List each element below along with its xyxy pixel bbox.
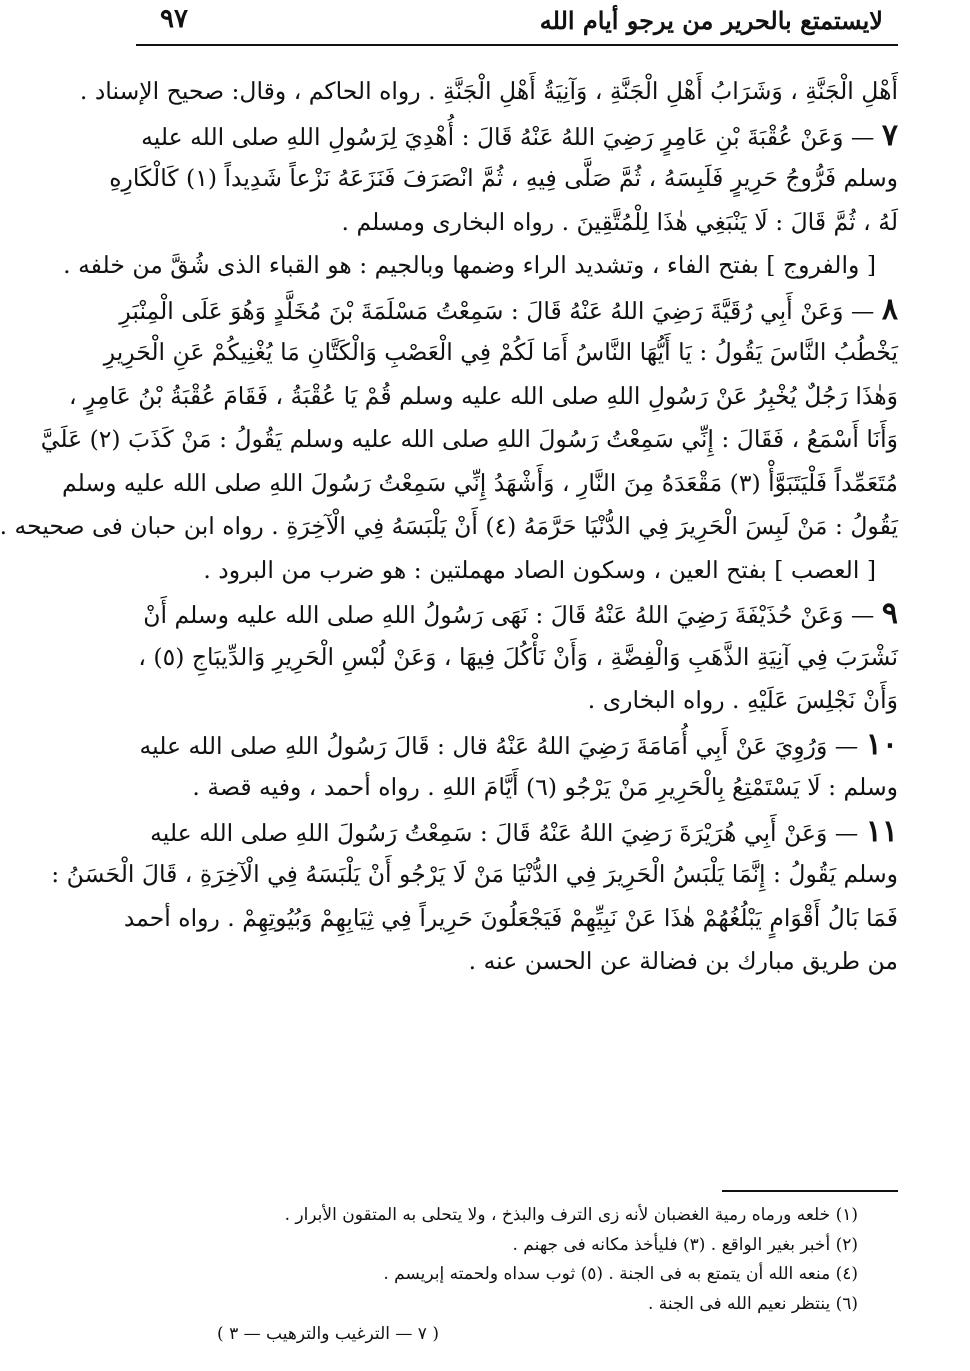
hadith-number: ٧ — [881, 117, 898, 153]
text-line: وَأَنْ نَجْلِسَ عَلَيْهِ . رواه البخارى . — [587, 686, 898, 714]
text-line: وسلم فَرُّوجُ حَرِيرٍ فَلَبِسَهُ ، ثُمَّ صَلَّى فِيهِ ، ثُمَّ انْصَرَفَ فَنَزَعَهُ نَزْعاً شَدِيداً (١) كَالْكَارِهِ — [109, 164, 898, 192]
hadith-number: ٨ — [881, 291, 898, 327]
footnote: (٤) منعه الله أن يتمتع به فى الجنة . (٥) ثوب سداه ولحمته إبريسم . — [383, 1264, 858, 1284]
footnote: (٢) أخبر بغير الواقع . (٣) فليأخذ مكانه فى جهنم . — [512, 1234, 858, 1255]
text-line: فَمَا بَالُ أَقْوَامٍ يَبْلُغُهُمْ هٰذَا عَنْ نَبِيِّهِمْ فَيَجْعَلُونَ حَرِيراً فِي ثِيَابِهِمْ وَبُيُوتِهِمْ . رواه أحمد — [123, 903, 898, 932]
hadith-number: ٩ — [881, 596, 898, 631]
text-line: لَهُ ، ثُمَّ قَالَ : لَا يَنْبَغِي هٰذَا لِلْمُتَّقِينَ . رواه البخارى ومسلم . — [341, 207, 898, 236]
footnote: (٦) ينتظر نعيم الله فى الجنة . — [648, 1293, 858, 1314]
footnote: (١) خلعه ورماه رمية الغضبان لأنه زى الترف والبذخ ، ولا يتحلى به المتقون الأبرار . — [284, 1205, 858, 1225]
text-line: وسلم يَقُولُ : إِنَّمَا يَلْبَسُ الْحَرِيرَ فِي الدُّنْيَا مَنْ لَا يَرْجُو أَنْ يَلْبَسَهُ فِي الْآخِرَةِ ، قَالَ الْحَسَنُ : — [51, 860, 898, 888]
footnotes — [138, 1201, 858, 1319]
page-signature: ( ٧ — الترغيب والترهيب — ٣ ) — [217, 1324, 439, 1344]
text-line: يَقُولُ : مَنْ لَبِسَ الْحَرِيرَ فِي الدُّنْيَا حَرَّمَهُ (٤) أَنْ يَلْبَسَهُ فِي الْآخِرَةِ . رواه ابن حبان فى صحيحه . — [0, 512, 898, 540]
text-line: — وَعَنْ عُقْبَةَ بْنِ عَامِرٍ رَضِيَ اللهُ عَنْهُ قَالَ : أُهْدِيَ لِرَسُولِ اللهِ صلى الله عليه — [141, 122, 875, 151]
text-line: — وَعَنْ أَبِي رُقَيَّةَ رَضِيَ اللهُ عَنْهُ قَالَ : سَمِعْتُ مَسْلَمَةَ بْنَ مُخَلَّدٍ وَهُوَ عَلَى الْمِنْبَرِ — [119, 296, 875, 325]
text-line: — وَرُوِيَ عَنْ أَبِي أُمَامَةَ رَضِيَ اللهُ عَنْهُ قال : قَالَ رَسُولُ اللهِ صلى الله عليه — [139, 731, 859, 760]
hadith-11-line-1 — [136, 810, 898, 854]
text-line: يَخْطُبُ النَّاسَ يَقُولُ : يَا أَيُّهَا النَّاسُ أَمَا لَكُمْ فِي الْعَصْبِ وَالْكَتَّانِ مَا يُغْنِيكُمْ عَنِ الْحَرِيرِ — [103, 338, 898, 366]
hadith-8-line-1 — [119, 288, 898, 332]
gloss-line: [ العصب ] بفتح العين ، وسكون الصاد مهملتين : هو ضرب من البرود . — [203, 555, 876, 584]
text-line: — وَعَنْ حُذَيْفَةَ رَضِيَ اللهُ عَنْهُ قَالَ : نَهَى رَسُولُ اللهِ صلى الله عليه وسلم أَنْ — [143, 601, 875, 629]
footnote-rule — [722, 1190, 898, 1192]
hadith-10-line-1 — [136, 723, 898, 767]
hadith-7-line-1 — [136, 114, 898, 158]
header-rule — [136, 44, 898, 46]
text-line: نَشْرَبَ فِي آنِيَةِ الذَّهَبِ وَالْفِضَّةِ ، وَأَنْ نَأْكُلَ فِيهَا ، وَعَنْ لُبْسِ الْحَرِيرِ وَالدِّيبَاجِ (٥) ، — [138, 642, 898, 671]
text-line: أَهْلِ الْجَنَّةِ ، وَشَرَابُ أَهْلِ الْجَنَّةِ ، وَآنِيَةُ أَهْلِ الْجَنَّةِ . رواه الحاكم ، وقال: صحيح الإسناد . — [79, 77, 898, 105]
gloss-line: [ والفروج ] بفتح الفاء ، وتشديد الراء وضمها وبالجيم : هو القباء الذى شُقَّ من خلفه . — [63, 251, 876, 279]
running-title: لايستمتع بالحرير من يرجو أيام الله — [539, 6, 883, 35]
text-line: وسلم : لَا يَسْتَمْتِعُ بِالْحَرِيرِ مَنْ يَرْجُو (٦) أَيَّامَ اللهِ . رواه أحمد ، وفيه قصة . — [192, 773, 898, 801]
hadith-number: ١١ — [865, 813, 898, 849]
text-line: من طريق مبارك بن فضالة عن الحسن عنه . — [468, 947, 898, 975]
text-line: — وَعَنْ أَبِي هُرَيْرَةَ رَضِيَ اللهُ عَنْهُ قَالَ : سَمِعْتُ رَسُولَ اللهِ صلى الله عليه — [150, 818, 859, 847]
hadith-9-line-1 — [136, 592, 898, 636]
page-number: ٩٧ — [160, 4, 188, 34]
text-line: مُتَعَمِّداً فَلْيَتَبَوَّأْ (٣) مَقْعَدَهُ مِنَ النَّارِ ، وَأَشْهَدُ إِنِّي سَمِعْتُ رَسُولَ اللهِ صلى الله عليه وسلم — [62, 468, 898, 497]
text-line: وَهٰذَا رَجُلٌ يُخْبِرُ عَنْ رَسُولِ اللهِ صلى الله عليه وسلم قُمْ يَا عُقْبَةُ ، فَقَامَ عُقْبَةُ بْنُ عَامِرٍ ، — [68, 381, 898, 410]
page-header — [138, 0, 893, 44]
body-text — [0, 70, 898, 984]
text-line: وَأَنَا أَسْمَعُ ، فَقَالَ : إِنِّي سَمِعْتُ رَسُولَ اللهِ صلى الله عليه وسلم يَقُولُ : مَنْ كَذَبَ (٢) عَلَيَّ — [40, 425, 898, 453]
hadith-number: ١٠ — [865, 726, 898, 762]
